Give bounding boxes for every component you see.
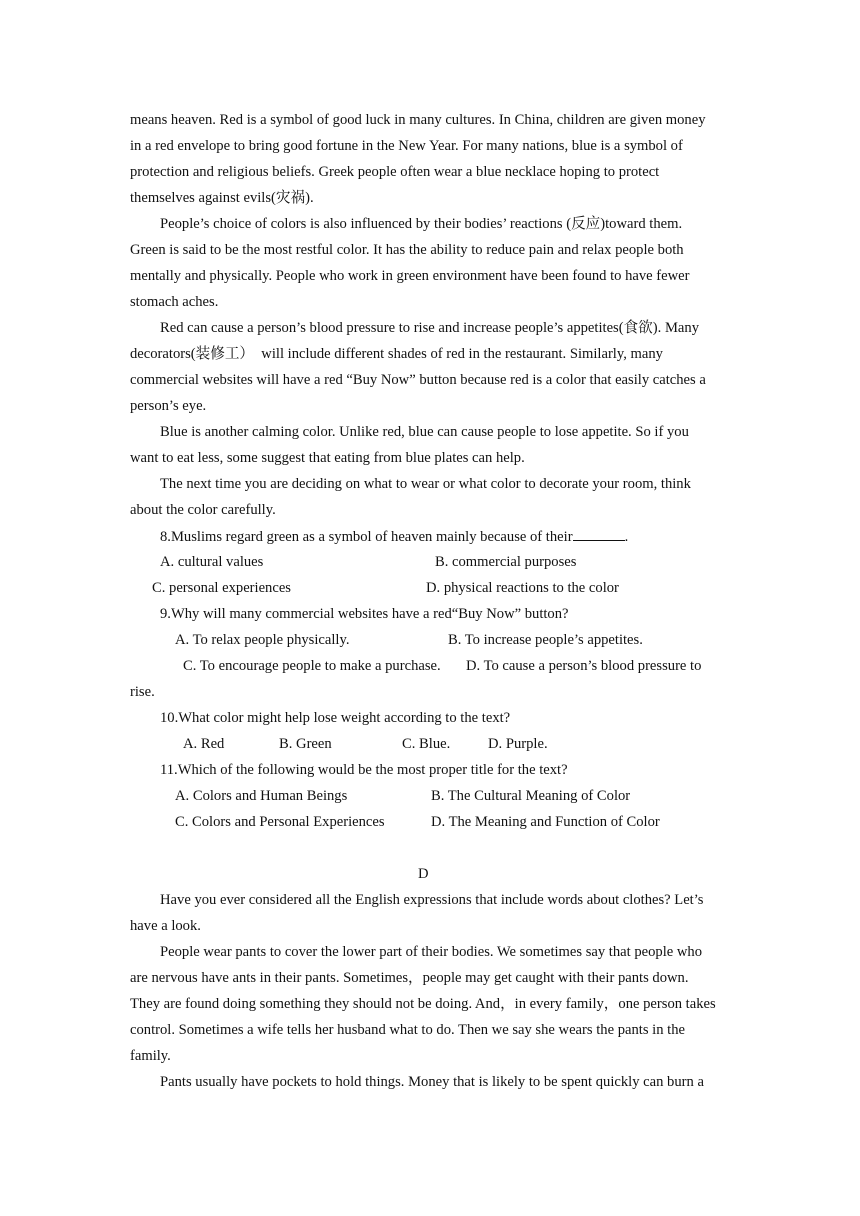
passage-c-line: want to eat less, some suggest that eating from blue plates can help. bbox=[130, 450, 525, 466]
question-10-option-c: C. Blue. bbox=[402, 736, 451, 752]
passage-c-line: Red can cause a person’s blood pressure to rise and increase people’s appetites(食欲). Many bbox=[160, 320, 699, 336]
passage-d-line: have a look. bbox=[130, 918, 201, 934]
passage-c-line: protection and religious beliefs. Greek people often wear a blue necklace hoping to protect bbox=[130, 164, 660, 180]
passage-d-line: Pants usually have pockets to hold things. Money that is likely to be spent quickly can burn a bbox=[160, 1074, 704, 1090]
question-9-option-b: B. To increase people’s appetites. bbox=[448, 632, 643, 648]
passage-c-line: decorators(装修工） will include different shades of red in the restaurant. Similarly, many bbox=[130, 346, 663, 362]
passage-c-line: Green is said to be the most restful color. It has the ability to reduce pain and relax people both bbox=[130, 242, 684, 258]
passage-c-line: themselves against evils(灾祸). bbox=[130, 190, 314, 206]
question-11-option-c: C. Colors and Personal Experiences bbox=[175, 814, 385, 830]
passage-d-line: They are found doing something they should not be doing. And，in every family，one person takes bbox=[130, 996, 716, 1012]
question-8-option-c: C. personal experiences bbox=[152, 580, 291, 596]
question-8-stem bbox=[160, 527, 628, 546]
question-10-stem: 10.What color might help lose weight according to the text? bbox=[160, 710, 511, 726]
question-10-option-a: A. Red bbox=[183, 736, 225, 752]
question-11-option-d: D. The Meaning and Function of Color bbox=[431, 814, 660, 830]
passage-d-line: are nervous have ants in their pants. Sometimes，people may get caught with their pants down. bbox=[130, 970, 689, 986]
question-9-option-d-continued: rise. bbox=[130, 684, 155, 700]
answer-blank bbox=[573, 527, 625, 541]
question-11-option-a: A. Colors and Human Beings bbox=[175, 788, 348, 804]
question-11-option-b: B. The Cultural Meaning of Color bbox=[431, 788, 631, 804]
question-9-option-d: D. To cause a person’s blood pressure to bbox=[466, 658, 702, 674]
passage-c-line: stomach aches. bbox=[130, 294, 219, 310]
passage-d-line: family. bbox=[130, 1048, 171, 1064]
passage-c-line: People’s choice of colors is also influenced by their bodies’ reactions (反应)toward them. bbox=[160, 216, 683, 232]
passage-c-line: Blue is another calming color. Unlike red, blue can cause people to lose appetite. So if you bbox=[160, 424, 689, 440]
passage-d-line: control. Sometimes a wife tells her husband what to do. Then we say she wears the pants in the bbox=[130, 1022, 685, 1038]
question-9-option-a: A. To relax people physically. bbox=[175, 632, 350, 648]
passage-d-line: People wear pants to cover the lower part of their bodies. We sometimes say that people who bbox=[160, 944, 703, 960]
passage-c-line: commercial websites will have a red “Buy Now” button because red is a color that easily catches a bbox=[130, 372, 706, 388]
question-8-stem-end: . bbox=[624, 529, 629, 545]
question-9-stem: 9.Why will many commercial websites have a red“Buy Now” button? bbox=[160, 606, 569, 622]
question-9-option-c: C. To encourage people to make a purchase. bbox=[183, 658, 441, 674]
question-8-option-d: D. physical reactions to the color bbox=[426, 580, 619, 596]
question-8-stem-text: 8.Muslims regard green as a symbol of heaven mainly because of their bbox=[160, 529, 573, 545]
passage-c-line: about the color carefully. bbox=[130, 502, 276, 518]
question-10-option-d: D. Purple. bbox=[488, 736, 548, 752]
question-10-option-b: B. Green bbox=[279, 736, 332, 752]
passage-c-line: person’s eye. bbox=[130, 398, 207, 414]
passage-c-line: in a red envelope to bring good fortune in the New Year. For many nations, blue is a symbol of bbox=[130, 138, 683, 154]
question-11-stem: 11.Which of the following would be the most proper title for the text? bbox=[160, 762, 568, 778]
passage-d-line: Have you ever considered all the English expressions that include words about clothes? Let’s bbox=[160, 892, 704, 908]
passage-c-line: mentally and physically. People who work in green environment have been found to have fewer bbox=[130, 268, 690, 284]
question-8-option-b: B. commercial purposes bbox=[435, 554, 577, 570]
section-d-heading: D bbox=[418, 866, 429, 882]
passage-c-line: means heaven. Red is a symbol of good luck in many cultures. In China, children are given money bbox=[130, 112, 706, 128]
passage-c-line: The next time you are deciding on what to wear or what color to decorate your room, think bbox=[160, 476, 691, 492]
question-8-option-a: A. cultural values bbox=[160, 554, 264, 570]
